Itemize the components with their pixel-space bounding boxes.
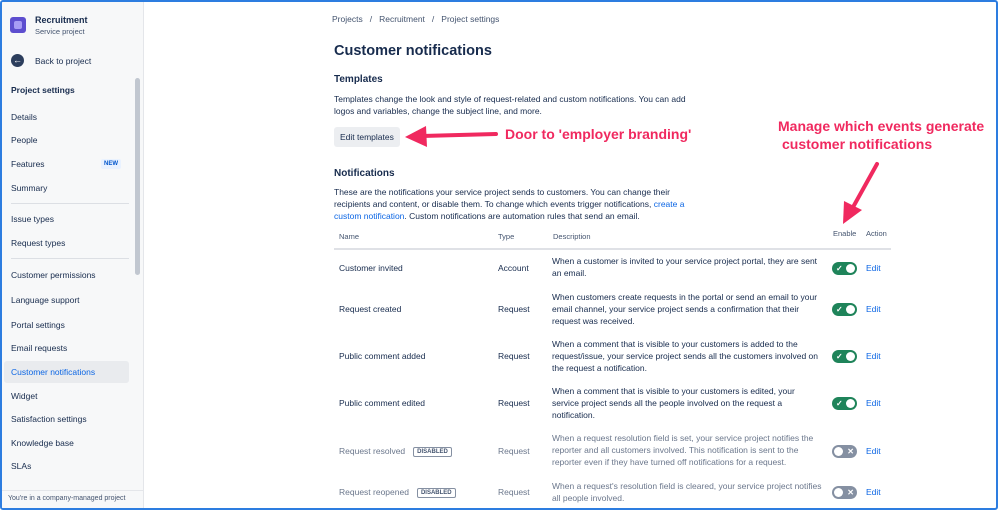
enable-toggle[interactable] (832, 397, 857, 410)
notifications-description (334, 186, 694, 222)
row-description: When a request's resolution field is cleared, your service project notifies all people involved. (552, 481, 822, 503)
sidebar-item-features[interactable] (4, 153, 129, 175)
project-type: Service project (35, 27, 85, 36)
sidebar-item-satisfaction-settings[interactable]: Satisfaction settings (11, 414, 87, 424)
row-type: Request (498, 446, 530, 456)
column-header-enable: Enable (833, 229, 857, 238)
templates-heading: Templates (334, 74, 383, 85)
sidebar-item-email-requests[interactable]: Email requests (11, 343, 68, 353)
row-type: Request (498, 351, 530, 361)
enable-toggle[interactable] (832, 262, 857, 275)
project-settings-heading: Project settings (11, 85, 75, 95)
notifications-description-text: These are the notifications your service project sends to customers. You can change their recipients and content, or disable them. To change which events trigger notifications, (334, 187, 670, 209)
main-content (145, 2, 998, 508)
breadcrumb-separator: / (369, 14, 373, 24)
sidebar-item-widget[interactable]: Widget (11, 391, 38, 401)
annotation-events-line1: Manage which events generate (778, 118, 985, 134)
new-badge: NEW (101, 159, 121, 169)
edit-link[interactable]: Edit (866, 398, 881, 408)
sidebar-item-customer-notifications[interactable]: Customer notifications (4, 361, 129, 383)
breadcrumb-project-settings[interactable]: Project settings (441, 14, 500, 24)
row-name (339, 487, 456, 498)
disabled-badge: DISABLED (417, 488, 456, 498)
sidebar-item-details[interactable]: Details (11, 112, 37, 122)
edit-link[interactable]: Edit (866, 446, 881, 456)
row-type: Request (498, 304, 530, 314)
company-managed-notice: You're in a company-managed project (2, 490, 143, 508)
check-icon: ✓ (836, 305, 843, 314)
row-name: Request created (339, 304, 402, 314)
sidebar-item-slas[interactable]: SLAs (11, 461, 32, 471)
sidebar-item-knowledge-base[interactable]: Knowledge base (11, 438, 74, 448)
sidebar-divider (11, 203, 129, 204)
back-to-project-link[interactable] (11, 54, 91, 67)
column-header-action: Action (866, 229, 887, 238)
templates-description: Templates change the look and style of request-related and custom notifications. You can add logos and variables, change the subject line, and more. (334, 94, 686, 116)
check-icon: ✓ (836, 264, 843, 273)
enable-toggle[interactable] (832, 350, 857, 363)
check-icon: ✓ (836, 352, 843, 361)
annotation-events-line2: customer notifications (782, 136, 933, 152)
table-header-divider (334, 248, 891, 250)
enable-toggle[interactable] (832, 486, 857, 499)
column-header-name: Name (339, 232, 360, 241)
edit-link[interactable]: Edit (866, 487, 881, 497)
row-type: Request (498, 398, 530, 408)
sidebar-item-language-support[interactable]: Language support (11, 295, 80, 305)
edit-templates-button[interactable]: Edit templates (334, 127, 400, 147)
row-description: When a customer is invited to your service project portal, they are sent an email. (552, 256, 818, 278)
row-name (339, 446, 452, 457)
sidebar-item-summary[interactable]: Summary (11, 183, 48, 193)
notifications-description-text-end: . Custom notifications are automation rules that send an email. (404, 211, 640, 221)
sidebar-divider (11, 258, 129, 259)
project-header[interactable] (10, 14, 88, 37)
sidebar-scrollbar[interactable] (135, 78, 140, 275)
create-custom-notification-link[interactable]: create a custom notification (334, 199, 685, 221)
breadcrumb (332, 14, 499, 24)
project-avatar-icon (10, 17, 26, 33)
breadcrumb-projects[interactable]: Projects (332, 14, 363, 24)
sidebar-item-features-label: Features (11, 159, 45, 169)
row-description: When customers create requests in the portal or send an email to your email channel, your service project sends a confirmation that their request was received. (552, 292, 818, 326)
column-header-description: Description (553, 232, 591, 241)
close-icon: ✕ (847, 447, 854, 456)
row-description: When a request resolution field is set, your service project notifies the reporter and all customers involved. This notification is sent to the reporter even if they have turned off notifications for a request. (552, 433, 814, 467)
sidebar-item-portal-settings[interactable]: Portal settings (11, 320, 65, 330)
check-icon: ✓ (836, 399, 843, 408)
row-name: Customer invited (339, 263, 403, 273)
breadcrumb-separator: / (431, 14, 435, 24)
page-title: Customer notifications (334, 43, 492, 59)
close-icon: ✕ (847, 488, 854, 497)
edit-link[interactable]: Edit (866, 304, 881, 314)
annotation-templates: Door to 'employer branding' (505, 126, 692, 142)
back-to-project-label: Back to project (35, 55, 92, 66)
row-name-label: Request resolved (339, 446, 406, 456)
sidebar-item-people[interactable]: People (11, 135, 38, 145)
row-type: Account (498, 263, 529, 273)
breadcrumb-recruitment[interactable]: Recruitment (379, 14, 425, 24)
column-header-type: Type (498, 232, 515, 241)
disabled-badge: DISABLED (413, 447, 452, 457)
row-name: Public comment edited (339, 398, 425, 408)
arrow-left-icon: ← (13, 55, 22, 65)
edit-link[interactable]: Edit (866, 351, 881, 361)
enable-toggle[interactable] (832, 445, 857, 458)
row-description: When a comment that is visible to your customers is added to the request/issue, your service project sends all the customers involved on the request a notification. (552, 339, 818, 373)
sidebar-item-issue-types[interactable]: Issue types (11, 214, 54, 224)
sidebar-item-customer-permissions[interactable]: Customer permissions (11, 270, 96, 280)
notifications-heading: Notifications (334, 168, 395, 179)
row-name-label: Request reopened (339, 487, 409, 497)
row-description: When a comment that is visible to your customers is edited, your service project sends all the people involved on the request a notification. (552, 386, 795, 420)
sidebar-item-request-types[interactable]: Request types (11, 238, 66, 248)
edit-link[interactable]: Edit (866, 263, 881, 273)
sidebar (2, 2, 144, 508)
row-type: Request (498, 487, 530, 497)
enable-toggle[interactable] (832, 303, 857, 316)
project-name: Recruitment (35, 15, 88, 25)
row-name: Public comment added (339, 351, 426, 361)
